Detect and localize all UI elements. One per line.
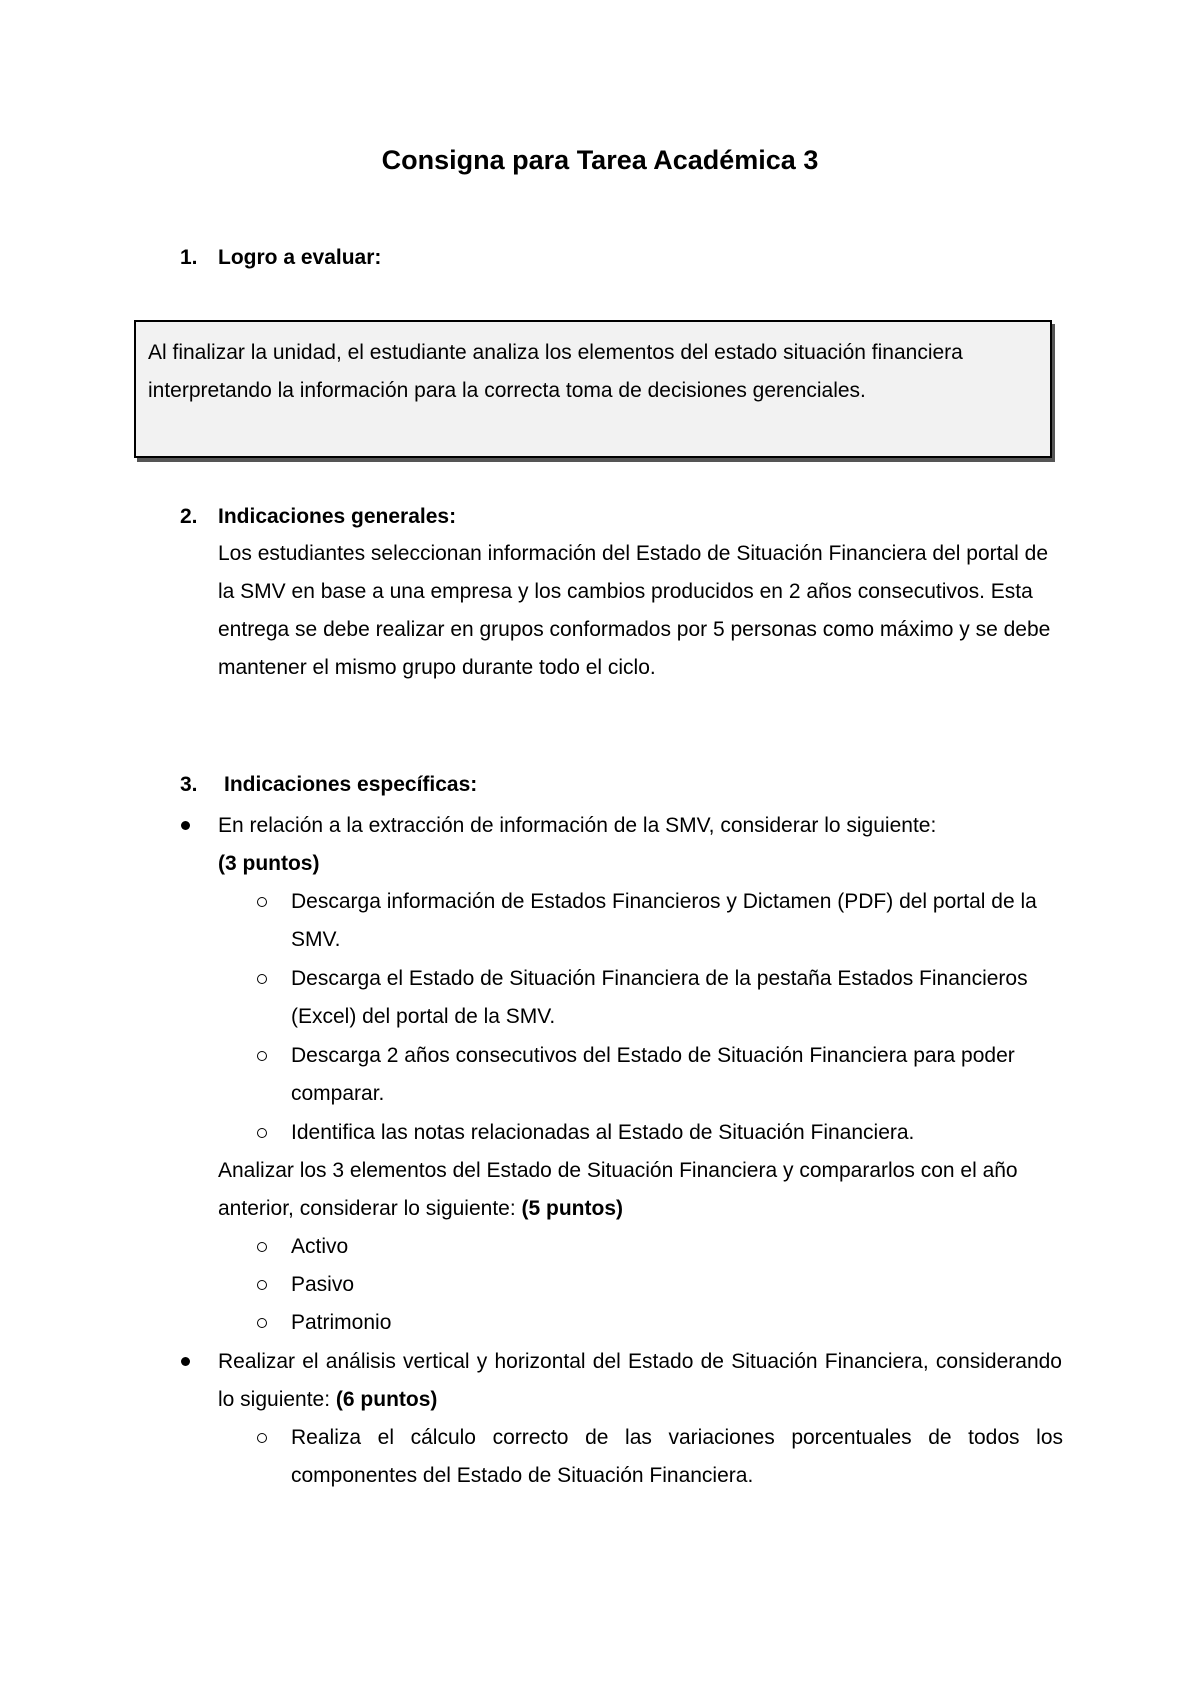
bullet-2-points: (6 puntos)	[335, 1388, 438, 1411]
bullet-1-item: Descarga el Estado de Situación Financiera de la pestaña Estados Financieros (Excel) del portal de la SMV.	[291, 967, 1028, 1028]
bullet-2-text: Realizar el análisis vertical y horizontal del Estado de Situación Financiera, considerando lo siguiente:	[218, 1350, 1062, 1411]
section-2-body: Los estudiantes seleccionan información del Estado de Situación Financiera del portal de la SMV en base a una empresa y los cambios producidos en 2 años consecutivos. Esta entrega se debe realizar en grupos conformados por 5 personas como máximo y se debe mantener el mismo grupo durante todo el ciclo.	[218, 542, 1051, 679]
sub-item-marker	[257, 1318, 267, 1328]
bullet-1-points-line	[218, 845, 1062, 883]
bullet-1-item: Identifica las notas relacionadas al Estado de Situación Financiera.	[291, 1121, 915, 1144]
section-1-title: Logro a evaluar:	[218, 246, 382, 269]
section-1-heading	[180, 246, 381, 270]
sub-item-marker	[257, 1128, 267, 1138]
bullet-2-marker	[181, 1357, 190, 1366]
bullet-2-item: Realiza el cálculo correcto de las variaciones porcentuales de todos los componentes del Estado de Situación Financiera.	[291, 1426, 1063, 1487]
sub-item-marker	[257, 974, 267, 984]
section-3-number: 3.	[180, 773, 198, 796]
section-2-number: 2.	[180, 505, 198, 528]
analysis-points: (5 puntos)	[521, 1197, 623, 1220]
section-3-title: Indicaciones específicas:	[224, 773, 478, 796]
section-2-heading	[180, 505, 456, 529]
learning-outcome-box	[134, 320, 1052, 458]
sub-item-marker	[257, 897, 267, 907]
sub-item-marker	[257, 1242, 267, 1252]
bullet-1-marker	[181, 821, 190, 830]
sub-item-marker	[257, 1280, 267, 1290]
analysis-item: Activo	[291, 1235, 349, 1258]
bullet-1-item: Descarga 2 años consecutivos del Estado de Situación Financiera para poder comparar.	[291, 1044, 1015, 1105]
bullet-1-text: En relación a la extracción de información de la SMV, considerar lo siguiente:	[218, 814, 937, 837]
learning-outcome-text: Al finalizar la unidad, el estudiante analiza los elementos del estado situación financiera interpretando la información para la correcta toma de decisiones gerenciales.	[148, 341, 963, 402]
bullet-1-points: (3 puntos)	[218, 852, 320, 875]
bullet-2-paragraph	[218, 1343, 1062, 1419]
bullet-1-item: Descarga información de Estados Financieros y Dictamen (PDF) del portal de la SMV.	[291, 890, 1037, 951]
sub-item-marker	[257, 1433, 267, 1443]
section-2-title: Indicaciones generales:	[218, 505, 457, 528]
page-title: Consigna para Tarea Académica 3	[381, 145, 819, 175]
analysis-text: Analizar los 3 elementos del Estado de Situación Financiera y compararlos con el año anterior, considerar lo siguiente:	[218, 1159, 1018, 1220]
sub-item-marker	[257, 1051, 267, 1061]
analysis-paragraph	[218, 1152, 1062, 1228]
analysis-item: Patrimonio	[291, 1311, 392, 1334]
analysis-item: Pasivo	[291, 1273, 355, 1296]
section-3-heading	[180, 773, 477, 797]
section-1-number: 1.	[180, 246, 198, 269]
